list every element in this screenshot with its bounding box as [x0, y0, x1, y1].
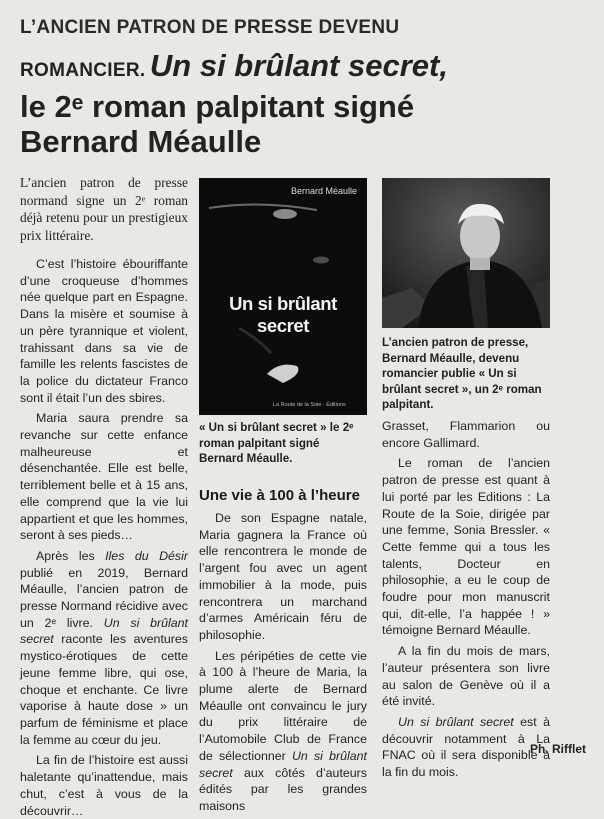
book-cover-image [199, 178, 367, 415]
col1-paragraph-3: Après les Iles du Désir publié en 2019, Bernard Méaulle, l’ancien patron de presse Normand récidive avec un 2ᵉ livre. Un si brûlant secret raconte les aventures mystico-érotiques de cette jeune femme libre, qui ose, choque et enchante. Ce livre vaporise à haute dose » un parfum de féminisme et place la femme au cœur du jeu. [20, 548, 188, 747]
kicker: L’ANCIEN PATRON DE PRESSE DEVENU [20, 17, 400, 38]
column-3 [382, 418, 550, 781]
portrait-caption: L’ancien patron de presse, Bernard Méaulle, devenu romancier publie « Un si brûlant secret », un 2ᵉ roman palpitant. [382, 336, 542, 411]
portrait-art [382, 178, 550, 328]
col2-paragraph-2: Les péripéties de cette vie à 100 à l’heure de Maria, la plume alerte de Bernard Méaulle ont convaincu le jury du prix littéraire de l’Automobile Club de France de sélectionner Un si brûlant secret aux côtés d’auteurs édités par les grandes maisons [199, 648, 368, 813]
col3-paragraph-1: Le roman de l’ancien patron de presse est quant à lui porté par les Editions : La Route de la Soie, dirigée par une femme, Sonia Bressler. « Cette femme qui a tous les talents, Docteur en philosophie, a eu le coup de foudre pour mon manuscrit qui, dit-elle, l’a happée ! » témoigne Bernard Méaulle. [382, 456, 550, 638]
headline-line2: le 2ᵉ roman palpitant signé [20, 89, 415, 124]
headline-part1: ROMANCIER. [20, 60, 146, 81]
col1-paragraph-4: La fin de l’histoire est aussi haletante qu’inattendue, mais chut, c’est à vous de la découvrir… [20, 753, 188, 818]
lead-paragraph: L’ancien patron de presse normand signe un 2ᵉ roman déjà retenu pour un prestigieux prix littéraire. [20, 175, 188, 243]
col1-paragraph-1: C’est l’histoire ébouriffante d’une croqueuse d’hommes née quelque part en Espagne. Dans la misère et soumise à un père tyrannique et violent, trahissant dans sa vie de famille les relents fascistes de la police du dictateur Franco sont il était l’un des sbires. [20, 257, 188, 405]
column-2 [199, 510, 367, 815]
col3-paragraph-3: Un si brûlant secret est à découvrir notamment à La FNAC où il sera disponible à la fin du mois. [382, 714, 550, 780]
book-author: Bernard Méaulle [291, 186, 358, 196]
signature: Ph. Rifflet [530, 742, 586, 756]
col1-paragraph-2: Maria saura prendre sa revanche sur cette enfance malheureuse et désenchantée. Elle est belle, terriblement belle et à 15 ans, elle comprend que la vie lui appartient et que les hommes, seront à ses pieds… [20, 411, 188, 543]
column-1 [20, 174, 188, 819]
col3-paragraph-2: A la fin du mois de mars, l’auteur présentera son livre au salon de Genève où il a été invité. [382, 644, 550, 709]
book-title: Un si brûlant secret [229, 293, 337, 336]
portrait-photo [382, 178, 550, 328]
headline [20, 48, 595, 159]
col2-paragraph-1: De son Espagne natale, Maria gagnera la France où elle rencontrera le monde de l’argent fou avec un agent immobilier à la mode, puis rencontrera un marchand d’armes Américain féru de philosophie. [199, 511, 367, 642]
headline-line3: Bernard Méaulle [20, 124, 262, 159]
subhead: Une vie à 100 à l’heure [199, 487, 360, 504]
book-publisher: La Route de la Soie · Éditions [273, 402, 346, 408]
book-caption: « Un si brûlant secret » le 2ᵉ roman palpitant signé Bernard Méaulle. [199, 421, 354, 465]
col3-paragraph-0: Grasset, Flammarion ou encore Gallimard. [382, 419, 550, 450]
headline-part2: Un si brûlant secret, [149, 48, 448, 83]
